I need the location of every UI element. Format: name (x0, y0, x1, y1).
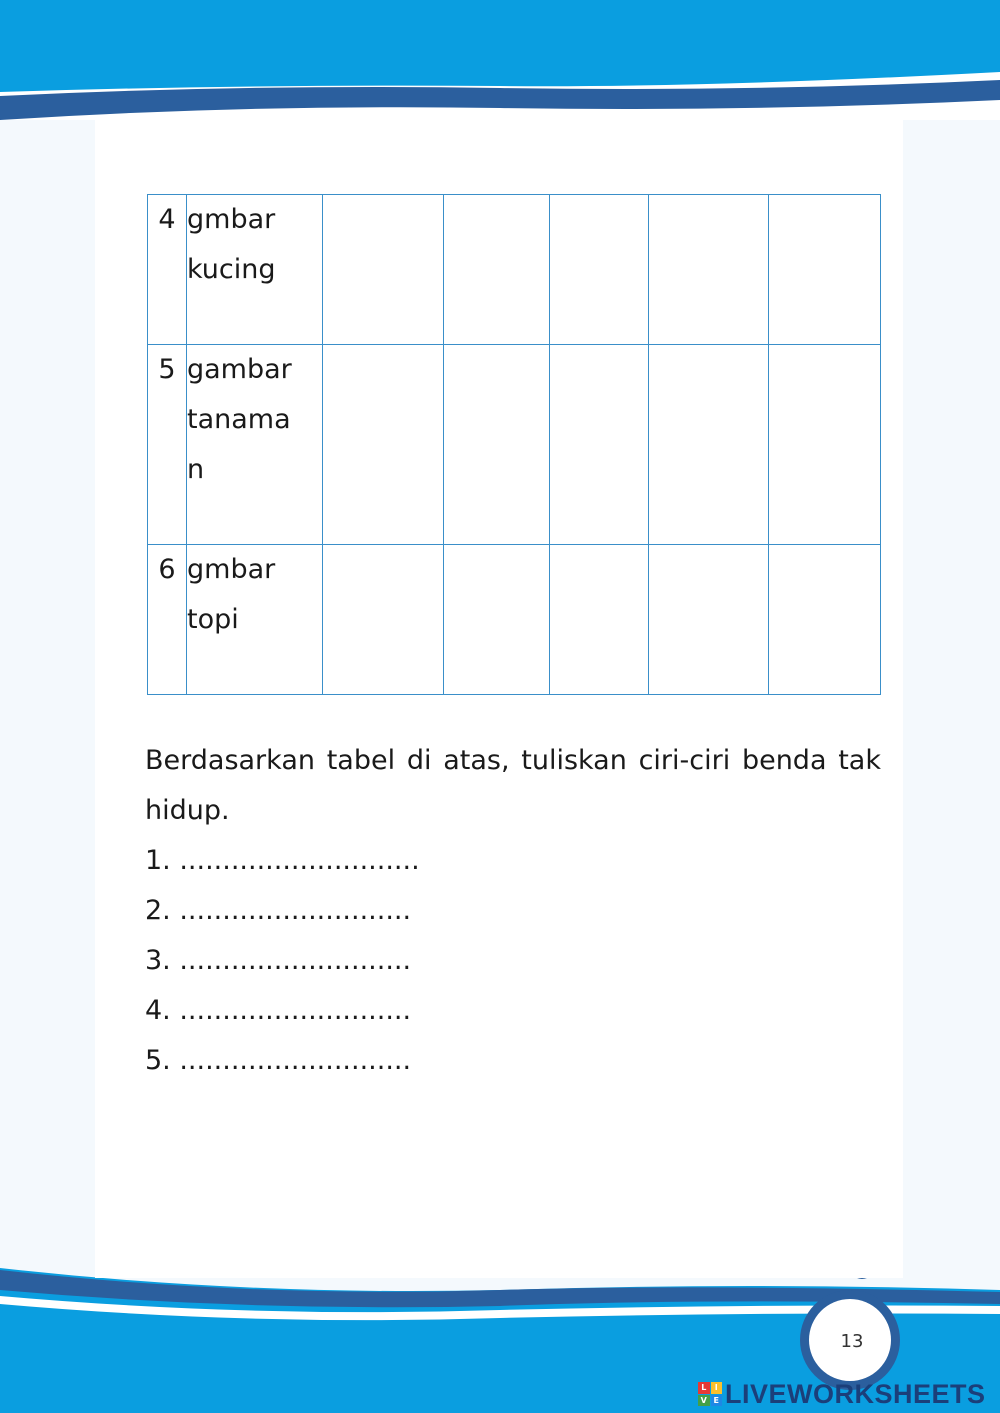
table-row (148, 545, 881, 695)
watermark (698, 1379, 986, 1409)
row-name-cell (187, 195, 323, 345)
watermark-text: LIVEWORKSHEETS (725, 1378, 986, 1409)
table-row (148, 345, 881, 545)
row-name: gambar tanama n (187, 354, 292, 485)
liveworksheets-logo-icon (698, 1382, 722, 1406)
table-row (148, 195, 881, 345)
answer-line-5[interactable]: 5. ........................... (145, 1045, 412, 1076)
empty-cell[interactable] (649, 345, 769, 545)
empty-cell[interactable] (649, 195, 769, 345)
row-name-cell (187, 545, 323, 695)
row-number: 5 (148, 345, 187, 545)
answer-line-3[interactable]: 3. ........................... (145, 945, 412, 976)
empty-cell[interactable] (444, 545, 550, 695)
logo-letter: V (698, 1395, 710, 1407)
instruction-text: Berdasarkan tabel di atas, tuliskan ciri-ciri benda tak hidup. (145, 745, 881, 826)
logo-letter: L (698, 1382, 710, 1394)
empty-cell[interactable] (649, 545, 769, 695)
empty-cell[interactable] (444, 345, 550, 545)
row-number: 6 (148, 545, 187, 695)
row-name: gmbar kucing (187, 204, 276, 285)
logo-letter: I (711, 1382, 723, 1394)
empty-cell[interactable] (323, 545, 444, 695)
empty-cell[interactable] (550, 195, 649, 345)
row-number: 4 (148, 195, 187, 345)
page-number: 13 (840, 1331, 864, 1352)
row-name-cell (187, 345, 323, 545)
empty-cell[interactable] (769, 545, 881, 695)
answer-line-2[interactable]: 2. ........................... (145, 895, 412, 926)
empty-cell[interactable] (323, 195, 444, 345)
data-table (147, 194, 881, 695)
empty-cell[interactable] (550, 345, 649, 545)
row-name: gmbar topi (187, 554, 276, 635)
empty-cell[interactable] (550, 545, 649, 695)
empty-cell[interactable] (444, 195, 550, 345)
answer-line-1[interactable]: 1. ............................ (145, 845, 420, 876)
empty-cell[interactable] (769, 345, 881, 545)
empty-cell[interactable] (323, 345, 444, 545)
answer-list (145, 836, 420, 1086)
empty-cell[interactable] (769, 195, 881, 345)
logo-letter: E (711, 1395, 723, 1407)
answer-line-4[interactable]: 4. ........................... (145, 995, 412, 1026)
